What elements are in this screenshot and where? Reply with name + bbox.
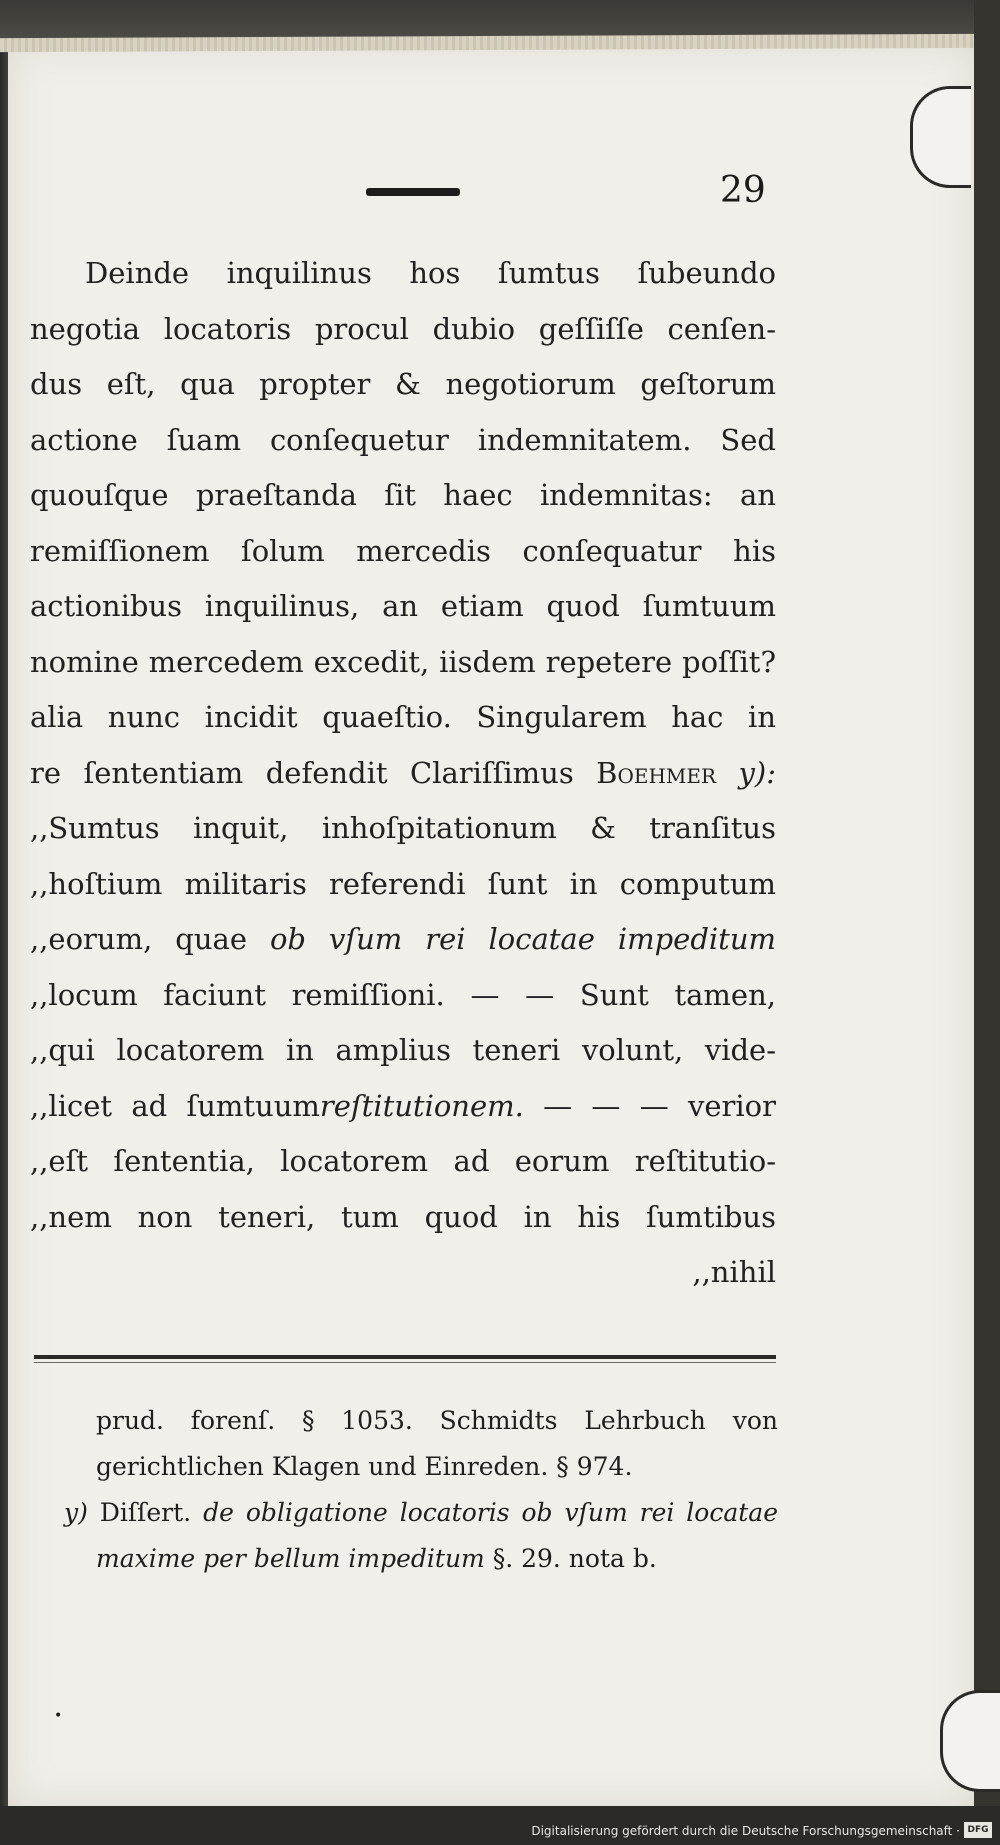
- footnote-y: [34, 1490, 778, 1536]
- footnotes: [34, 1398, 778, 1582]
- page-number: 29: [720, 170, 766, 211]
- text-line: dus eſt, qua propter & negotiorum geſtorum: [30, 367, 776, 401]
- body-text: [30, 246, 776, 1301]
- text-line: ,,locum faciunt remiſſioni. — — Sunt tamen,: [30, 977, 776, 1012]
- text-line: actione ſuam conſequetur indemnitatem. Sed: [30, 422, 776, 457]
- text-segment: ,,licet ad ſumtuum: [30, 1088, 320, 1123]
- footnote-line: prud. forenſ. § 1053. Schmidts Lehrbuch von: [96, 1406, 778, 1435]
- text-line: ,,nem non teneri, tum quod in his ſumtibus: [30, 1199, 776, 1234]
- italic-phrase: ob vſum rei locatae impeditum: [269, 922, 777, 956]
- page-header-ornament: [366, 182, 460, 200]
- author-name: Boehmer: [596, 755, 717, 790]
- dfg-logo: DFG: [964, 1822, 992, 1838]
- italic-phrase: maxime per bellum impeditum: [96, 1544, 485, 1573]
- footnote-label: y): [64, 1498, 88, 1527]
- text-line: actionibus inquilinus, an etiam quod ſumtuum: [30, 589, 776, 623]
- text-line: nomine mercedem excedit, iisdem repetere poſſit?: [30, 644, 776, 679]
- digitization-credit: Digitalisierung gefördert durch die Deutsche Forschungsgemeinschaft ·: [531, 1824, 960, 1838]
- text-segment: Diſſert.: [99, 1498, 192, 1527]
- header-rule: [366, 188, 460, 196]
- text-segment: ,,eorum, quae: [30, 922, 247, 956]
- text-line: ,,qui locatorem in amplius teneri volunt, vide-: [30, 1033, 776, 1067]
- text-line: ,,hoſtium militaris referendi ſunt in computum: [30, 866, 776, 901]
- footnote-rule: [34, 1355, 776, 1359]
- catchword: ,,nihil: [692, 1255, 776, 1289]
- text-segment: §. 29. nota b.: [492, 1544, 657, 1573]
- italic-word: reſtitutionem.: [319, 1088, 524, 1123]
- text-segment: re ſententiam defendit Clariſſimus: [30, 755, 574, 790]
- text-line: alia nunc incidit quaeſtio. Singularem hac in: [30, 700, 776, 734]
- page-clip-top: [910, 86, 971, 188]
- text-segment: — — — verior: [543, 1088, 776, 1123]
- text-line-with-author: [30, 746, 776, 802]
- text-line: ,,eſt ſententia, locatorem ad eorum reſtitutio-: [30, 1144, 776, 1178]
- footnote-line: gerichtlichen Klagen und Einreden. § 974.: [96, 1452, 633, 1481]
- footnote-rule-thin: [34, 1362, 776, 1363]
- page-clip-bottom: [940, 1690, 1000, 1792]
- text-line-with-italic: [30, 1079, 776, 1135]
- text-line: Deinde inquilinus hos ſumtus ſubeundo: [85, 256, 776, 290]
- text-line: remiſſionem ſolum mercedis conſequatur his: [30, 533, 776, 568]
- italic-phrase: de obligatione locatoris ob vſum rei locatae: [203, 1498, 778, 1527]
- scan-background-right: [974, 0, 1000, 1845]
- ink-dot: •: [54, 1708, 63, 1724]
- footnote-line: [34, 1536, 778, 1582]
- text-line-with-italic: [30, 912, 776, 968]
- text-line: ,,Sumtus inquit, inhoſpitationum & tranſitus: [30, 811, 776, 845]
- text-line: quouſque praeſtanda ſit haec indemnitas: an: [30, 478, 776, 512]
- text-line: negotia locatoris procul dubio geſſiſſe cenſen-: [30, 311, 776, 346]
- footnote-ref: y):: [738, 755, 776, 790]
